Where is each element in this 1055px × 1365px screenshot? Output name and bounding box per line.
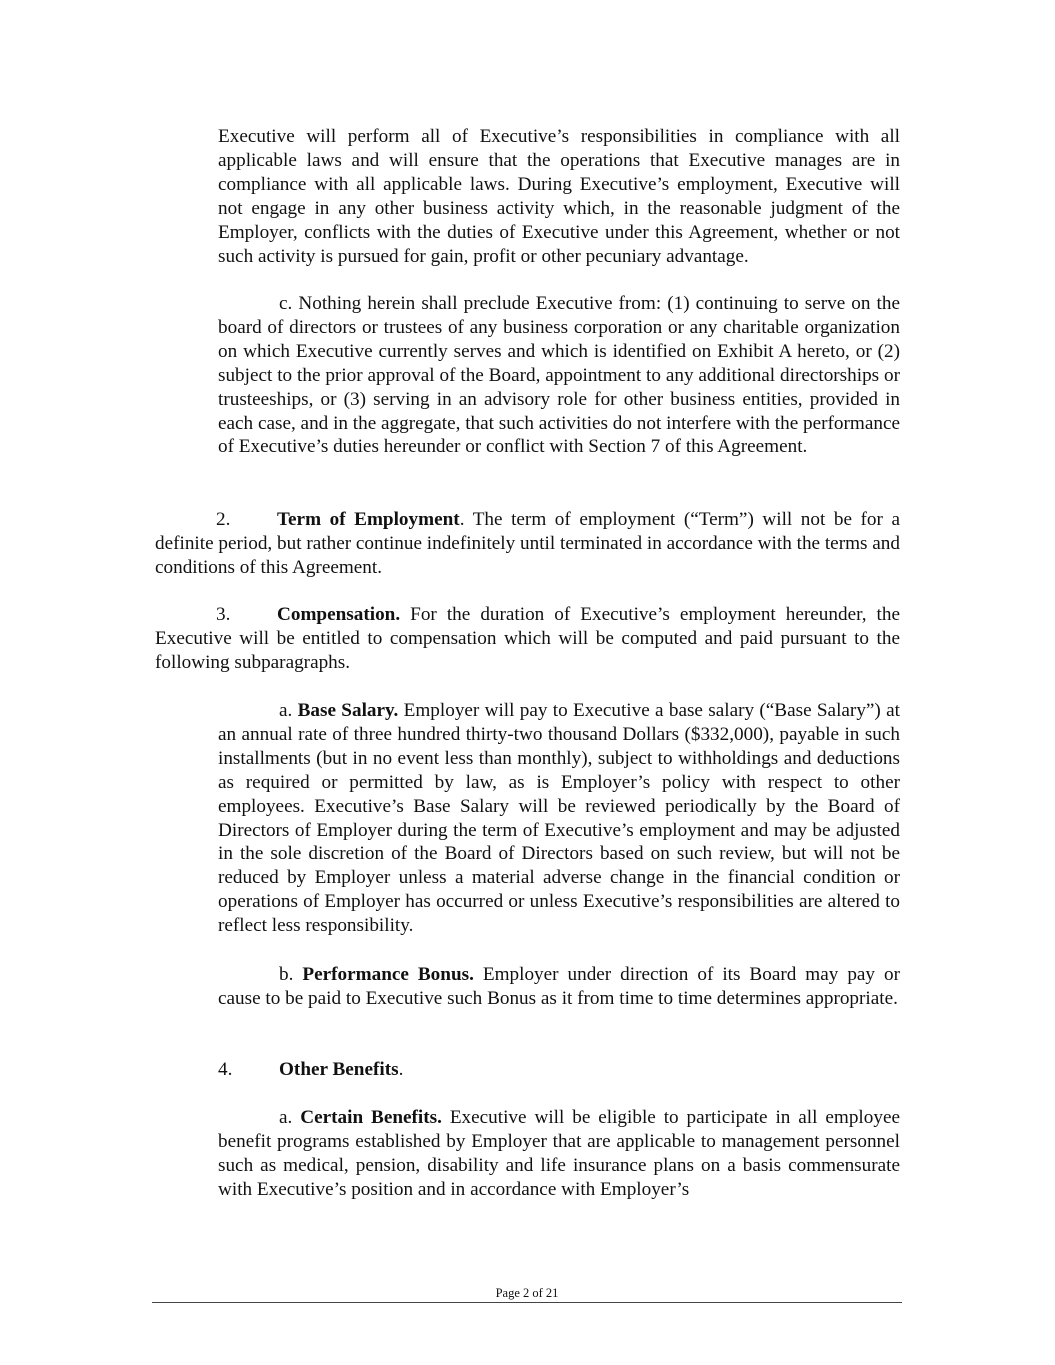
section-3a-base-salary <box>218 699 900 938</box>
section-4a-heading: Certain Benefits. <box>300 1107 442 1128</box>
section-3-heading: Compensation. <box>277 604 401 625</box>
section-2-number: 2. <box>216 509 231 530</box>
paragraph-1c <box>218 292 900 459</box>
section-3b-prefix: b. <box>279 964 303 985</box>
section-2-heading: Term of Employment <box>277 509 460 530</box>
section-3-compensation <box>155 603 900 675</box>
paragraph-continuation <box>218 125 900 268</box>
section-4-heading: Other Benefits <box>279 1059 399 1080</box>
paragraph-1c-text: c. Nothing herein shall preclude Executive from: (1) continuing to serve on the board of directors or trustees of any business corporation or any charitable organization on which Executive currently serves and which is identified on Exhibit A hereto, or (2) subject to the prior approval of the Board, appointment to any additional directorships or trusteeships, or (3) serving in an advisory role for other business entities, provided in each case, and in the aggregate, that such activities do not interfere with the performance of Executive’s duties hereunder or conflict with Section 7 of this Agreement. <box>218 293 900 458</box>
section-4-body: . <box>398 1059 404 1080</box>
page-number: Page 2 of 21 <box>495 1286 559 1300</box>
footer-divider <box>152 1302 902 1303</box>
paragraph-continuation-text: Executive will perform all of Executive’s responsibilities in compliance with all applicable laws and will ensure that the operations that Executive manages are in compliance with all applicable laws. During Executive’s employment, Executive will not engage in any other business activity which, in the reasonable judgment of the Employer, conflicts with the duties of Executive under this Agreement, whether or not such activity is pursued for gain, profit or other pecuniary advantage. <box>218 126 900 267</box>
section-4-number: 4. <box>218 1059 233 1080</box>
section-3a-heading: Base Salary. <box>297 700 399 721</box>
section-3a-body: Employer will pay to Executive a base salary (“Base Salary”) at an annual rate of three hundred thirty-two thousand Dollars ($332,000), payable in such installments (but in no event less than monthly), subject to withholdings and deductions as required or permitted by law, as is Employer’s policy with respect to other employees. Executive’s Base Salary will be reviewed periodically by the Board of Directors of Employer during the term of Executive’s employment and may be adjusted in the sole discretion of the Board of Directors based on such review, but will not be reduced by Employer unless a material adverse change in the financial condition or operations of Employer has occurred or unless Executive’s responsibilities are altered to reflect less responsibility. <box>218 700 900 937</box>
section-3a-prefix: a. <box>279 700 298 721</box>
section-3-number: 3. <box>216 604 231 625</box>
section-2-term-of-employment <box>155 508 900 580</box>
section-4a-certain-benefits <box>218 1106 900 1202</box>
section-2-body: . The term of employment (“Term”) will not be for a definite period, but rather continue indefinitely until terminated in accordance with the terms and conditions of this Agreement. <box>155 509 900 578</box>
section-4a-prefix: a. <box>279 1107 301 1128</box>
section-4a-body: Executive will be eligible to participate in all employee benefit programs established by Employer that are applicable to management personnel such as medical, pension, disability and life insurance plans on a basis commensurate with Executive’s position and in accordance with Employer’s <box>218 1107 900 1200</box>
section-3b-heading: Performance Bonus. <box>302 964 474 985</box>
section-3-body: For the duration of Executive’s employment hereunder, the Executive will be entitled to compensation which will be computed and paid pursuant to the following subparagraphs. <box>155 604 900 673</box>
section-4-other-benefits <box>218 1058 900 1082</box>
section-3b-performance-bonus <box>218 963 900 1011</box>
section-3b-body: Employer under direction of its Board may pay or cause to be paid to Executive such Bonus as it from time to time determines appropriate. <box>218 964 900 1009</box>
